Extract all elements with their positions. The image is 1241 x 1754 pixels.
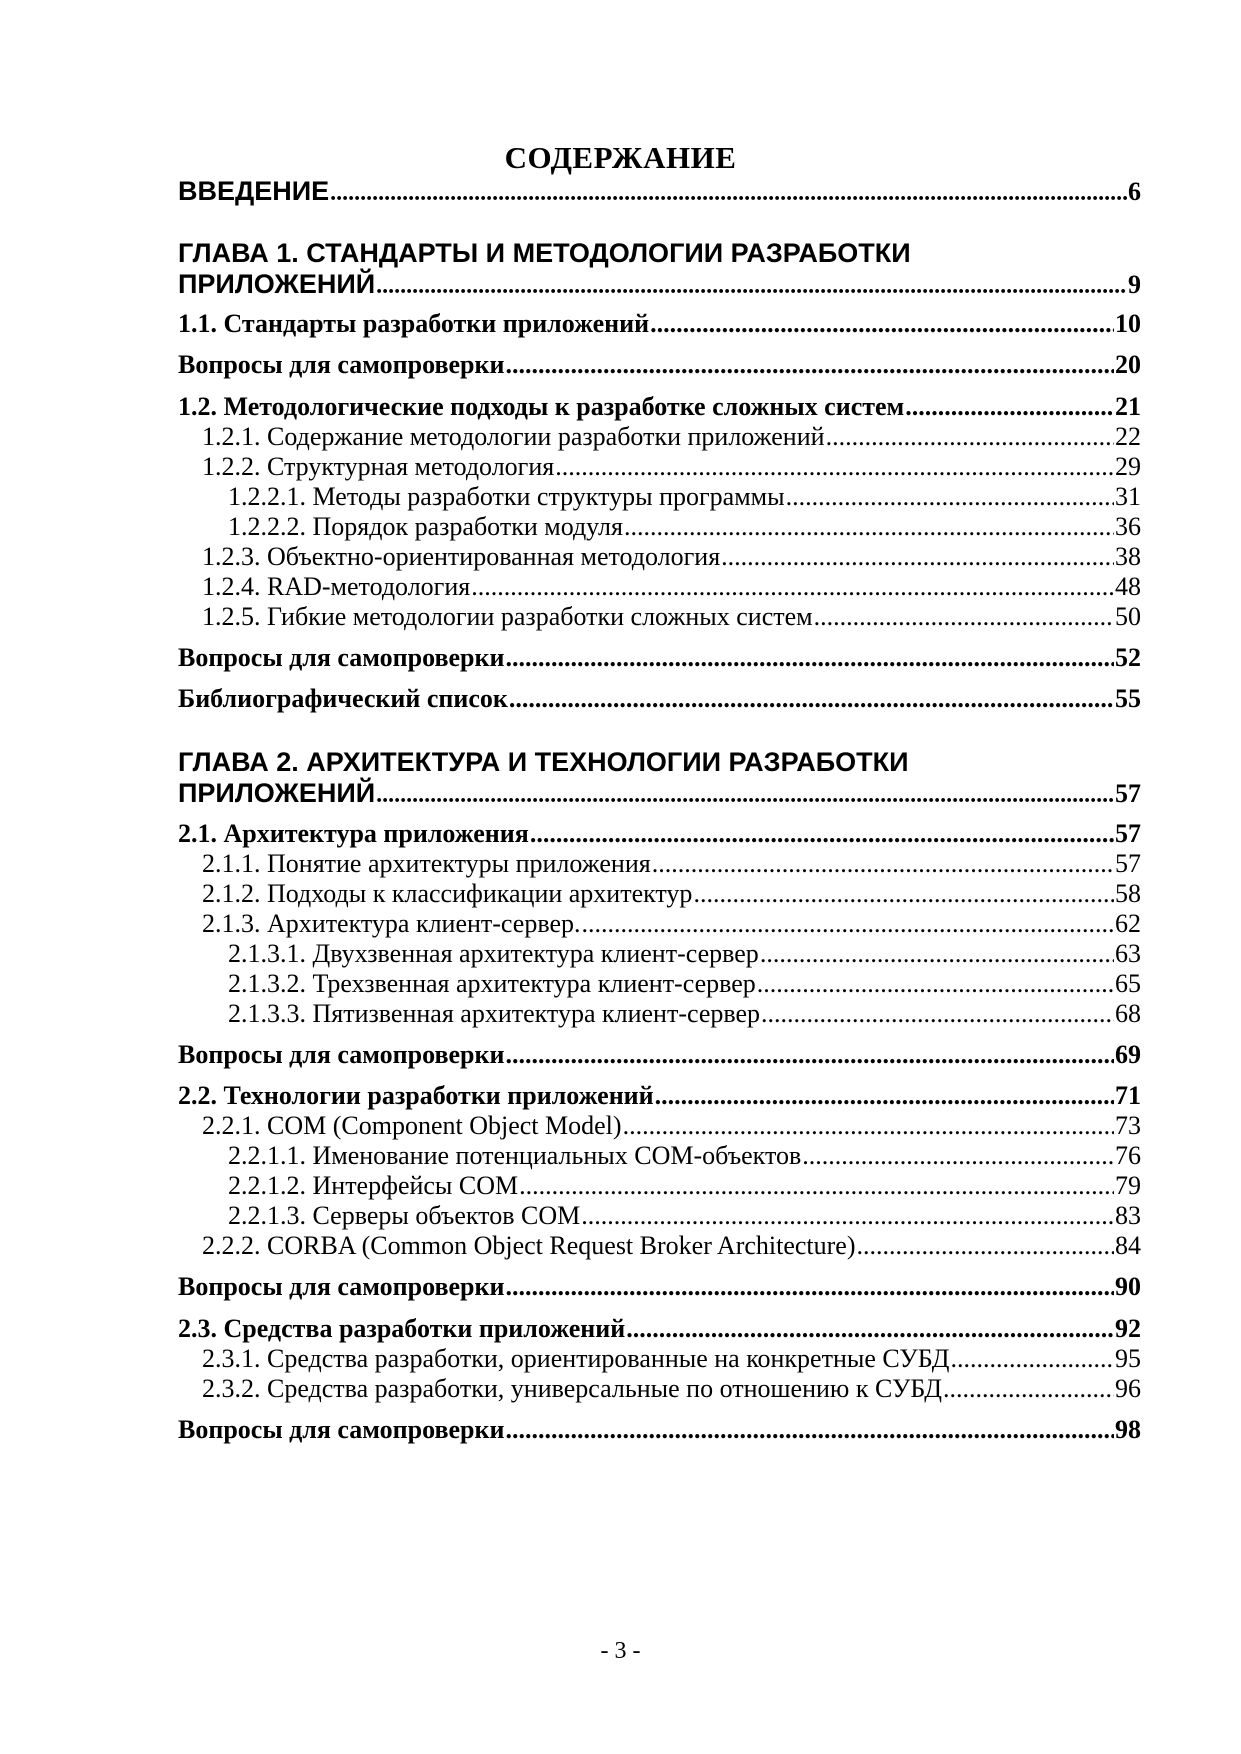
toc-label: 1.2.2.1. Методы разработки структуры программы <box>228 482 785 511</box>
toc-entry-review-questions-3[interactable] <box>178 1039 1141 1071</box>
toc-label: Вопросы для самопроверки <box>178 1415 505 1444</box>
toc-entry-review-questions-1[interactable] <box>178 349 1141 381</box>
toc-entry-1-2-2-1[interactable] <box>228 481 1141 513</box>
toc-label: 2.1.3.2. Трехзвенная архитектура клиент-сервер <box>228 969 756 998</box>
toc-label: Вопросы для самопроверки <box>178 1040 505 1069</box>
toc-page-number: 71 <box>1115 1081 1141 1110</box>
toc-page-number: 63 <box>1115 939 1141 968</box>
toc-entry-1-2-3[interactable] <box>202 541 1141 573</box>
toc-page-number: 96 <box>1115 1374 1141 1403</box>
toc-entry-intro[interactable] <box>178 175 1141 209</box>
toc-leader-dots <box>624 511 1114 543</box>
toc-label: 2.2.1.2. Интерфейсы COM <box>228 1171 519 1200</box>
toc-page-number: 55 <box>1115 684 1141 713</box>
chapter-2-heading[interactable]: ГЛАВА 2. АРХИТЕКТУРА И ТЕХНОЛОГИИ РАЗРАБОТКИ <box>178 747 909 777</box>
toc-page-number: 21 <box>1115 392 1141 421</box>
toc-leader-dots <box>330 177 1127 209</box>
toc-page-number: 95 <box>1115 1344 1141 1373</box>
page-number-footer: - 3 - <box>600 1638 641 1664</box>
toc-page-number: 10 <box>1115 309 1141 338</box>
toc-entry-chapter-1[interactable] <box>178 268 1141 302</box>
toc-label: 1.2.4. RAD-методология <box>202 572 471 601</box>
toc-label: 2.3. Средства разработки приложений <box>178 1314 626 1343</box>
toc-page-number: 79 <box>1115 1171 1141 1200</box>
toc-entry-2-2-2[interactable] <box>202 1230 1141 1262</box>
toc-label: Вопросы для самопроверки <box>178 350 505 379</box>
toc-page-number: 36 <box>1115 512 1141 541</box>
toc-entry-2-2[interactable] <box>178 1080 1141 1112</box>
toc-leader-dots <box>530 818 1114 850</box>
toc-label: 2.2. Технологии разработки приложений <box>178 1081 654 1110</box>
toc-leader-dots <box>650 308 1114 340</box>
toc-entry-2-1-3-3[interactable] <box>228 998 1141 1030</box>
toc-page-number: 57 <box>1115 819 1141 848</box>
toc-label: 2.1. Архитектура приложения <box>178 819 529 848</box>
toc-leader-dots <box>757 968 1114 1000</box>
toc-label: 2.3.2. Средства разработки, универсальные по отношению к СУБД <box>202 1374 943 1403</box>
toc-label: 2.2.1. COM (Component Object Model) <box>202 1111 622 1140</box>
toc-leader-dots <box>471 571 1114 603</box>
toc-page-number: 48 <box>1115 572 1141 601</box>
toc-entry-1-2-1[interactable] <box>202 421 1141 453</box>
toc-label: 1.2.2.2. Порядок разработки модуля <box>228 512 623 541</box>
toc-leader-dots <box>509 683 1114 715</box>
toc-leader-dots <box>626 1313 1114 1345</box>
toc-entry-review-questions-2[interactable] <box>178 642 1141 674</box>
toc-leader-dots <box>802 1140 1114 1172</box>
toc-entry-2-1-3-1[interactable] <box>228 938 1141 970</box>
toc-label: ВВЕДЕНИЕ <box>178 176 330 206</box>
toc-page-number: 52 <box>1115 643 1141 672</box>
toc-leader-dots <box>582 908 1115 940</box>
toc-leader-dots <box>581 1200 1114 1232</box>
toc-page-number: 73 <box>1115 1111 1141 1140</box>
toc-leader-dots <box>376 779 1114 811</box>
toc-entry-2-3-2[interactable] <box>202 1373 1141 1405</box>
toc-label: 2.1.3.3. Пятизвенная архитектура клиент-сервер <box>228 999 761 1028</box>
toc-entry-2-3[interactable] <box>178 1313 1141 1345</box>
toc-page-number: 62 <box>1115 909 1141 938</box>
page-title: СОДЕРЖАНИЕ <box>504 139 737 175</box>
toc-label: 2.1.3. Архитектура клиент-сервер. <box>202 909 581 938</box>
toc-page-number: 6 <box>1128 177 1141 206</box>
toc-entry-chapter-2[interactable] <box>178 777 1141 811</box>
toc-label: 1.2.5. Гибкие методологии разработки сложных систем <box>202 602 813 631</box>
toc-page-number: 92 <box>1115 1314 1141 1343</box>
toc-leader-dots <box>505 1271 1114 1303</box>
toc-label: 2.1.2. Подходы к классификации архитектур <box>202 879 693 908</box>
toc-label: 2.1.1. Понятие архитектуры приложения <box>202 849 651 878</box>
toc-leader-dots <box>943 1373 1114 1405</box>
toc-label: ПРИЛОЖЕНИЙ <box>178 269 376 299</box>
toc-page-number: 50 <box>1115 602 1141 631</box>
toc-label: 1.1. Стандарты разработки приложений <box>178 309 650 338</box>
toc-leader-dots <box>505 1414 1114 1446</box>
toc-page-number: 76 <box>1115 1141 1141 1170</box>
toc-label: 1.2.3. Объектно-ориентированная методология <box>202 542 721 571</box>
toc-entry-review-questions-5[interactable] <box>178 1414 1141 1446</box>
toc-page-number: 58 <box>1115 879 1141 908</box>
toc-label: Библиографический список <box>178 684 508 713</box>
toc-page-number: 65 <box>1115 969 1141 998</box>
toc-entry-1-2-2[interactable] <box>202 451 1141 483</box>
toc-page-number: 90 <box>1115 1272 1141 1301</box>
toc-leader-dots <box>519 1170 1114 1202</box>
toc-label: 2.3.1. Средства разработки, ориентированные на конкретные СУБД <box>202 1344 950 1373</box>
toc-label: Вопросы для самопроверки <box>178 643 505 672</box>
toc-entry-2-1-1[interactable] <box>202 848 1141 880</box>
toc-leader-dots <box>652 848 1114 880</box>
toc-label: 2.1.3.1. Двухзвенная архитектура клиент-сервер <box>228 939 759 968</box>
toc-leader-dots <box>693 878 1114 910</box>
toc-page-number: 69 <box>1115 1040 1141 1069</box>
toc-entry-1-2-2-2[interactable] <box>228 511 1141 543</box>
toc-leader-dots <box>623 1110 1114 1142</box>
toc-leader-dots <box>905 391 1114 423</box>
toc-leader-dots <box>376 270 1127 302</box>
toc-label: 1.2. Методологические подходы к разработке сложных систем <box>178 392 905 421</box>
toc-entry-2-2-1-1[interactable] <box>228 1140 1141 1172</box>
toc-leader-dots <box>814 601 1114 633</box>
chapter-1-heading[interactable]: ГЛАВА 1. СТАНДАРТЫ И МЕТОДОЛОГИИ РАЗРАБОТКИ <box>178 238 911 268</box>
toc-leader-dots <box>761 998 1114 1030</box>
toc-entry-2-2-1-3[interactable] <box>228 1200 1141 1232</box>
toc-page-number: 22 <box>1115 422 1141 451</box>
toc-entry-1-1[interactable] <box>178 308 1141 340</box>
toc-entry-1-2-5[interactable] <box>202 601 1141 633</box>
toc-page-number: 31 <box>1115 482 1141 511</box>
toc-page-number: 57 <box>1115 779 1141 808</box>
toc-label: 2.2.1.1. Именование потенциальных COM-объектов <box>228 1141 802 1170</box>
toc-leader-dots <box>786 481 1114 513</box>
toc-page-number: 20 <box>1115 350 1141 379</box>
toc-entry-2-1[interactable] <box>178 818 1141 850</box>
toc-leader-dots <box>505 642 1114 674</box>
toc-leader-dots <box>826 421 1114 453</box>
toc-entry-2-2-1-2[interactable] <box>228 1170 1141 1202</box>
toc-page-number: 68 <box>1115 999 1141 1028</box>
toc-leader-dots <box>950 1343 1114 1375</box>
toc-leader-dots <box>505 1039 1114 1071</box>
toc-entry-2-2-1[interactable] <box>202 1110 1141 1142</box>
toc-entry-1-2[interactable] <box>178 391 1141 423</box>
toc-label: 2.2.1.3. Серверы объектов COM <box>228 1201 581 1230</box>
toc-leader-dots <box>857 1230 1114 1262</box>
toc-leader-dots <box>721 541 1114 573</box>
toc-label: 1.2.2. Структурная методология <box>202 452 555 481</box>
toc-entry-bibliography[interactable] <box>178 683 1141 715</box>
toc-page-number: 83 <box>1115 1201 1141 1230</box>
toc-leader-dots <box>555 451 1114 483</box>
toc-page-number: 29 <box>1115 452 1141 481</box>
toc-leader-dots <box>505 349 1114 381</box>
toc-page-number: 57 <box>1115 849 1141 878</box>
toc-entry-2-1-3[interactable] <box>202 908 1141 940</box>
toc-entry-review-questions-4[interactable] <box>178 1271 1141 1303</box>
toc-label: ПРИЛОЖЕНИЙ <box>178 778 376 808</box>
toc-page-number: 38 <box>1115 542 1141 571</box>
toc-entry-2-3-1[interactable] <box>202 1343 1141 1375</box>
toc-leader-dots <box>760 938 1114 970</box>
toc-entry-1-2-4[interactable] <box>202 571 1141 603</box>
toc-entry-2-1-3-2[interactable] <box>228 968 1141 1000</box>
toc-label: 1.2.1. Содержание методологии разработки приложений <box>202 422 825 451</box>
toc-entry-2-1-2[interactable] <box>202 878 1141 910</box>
toc-label: 2.2.2. CORBA (Common Object Request Broker Architecture) <box>202 1231 856 1260</box>
toc-page-number: 9 <box>1128 270 1141 299</box>
toc-page-number: 98 <box>1115 1415 1141 1444</box>
toc-label: Вопросы для самопроверки <box>178 1272 505 1301</box>
toc-leader-dots <box>655 1080 1114 1112</box>
toc-page-number: 84 <box>1115 1231 1141 1260</box>
